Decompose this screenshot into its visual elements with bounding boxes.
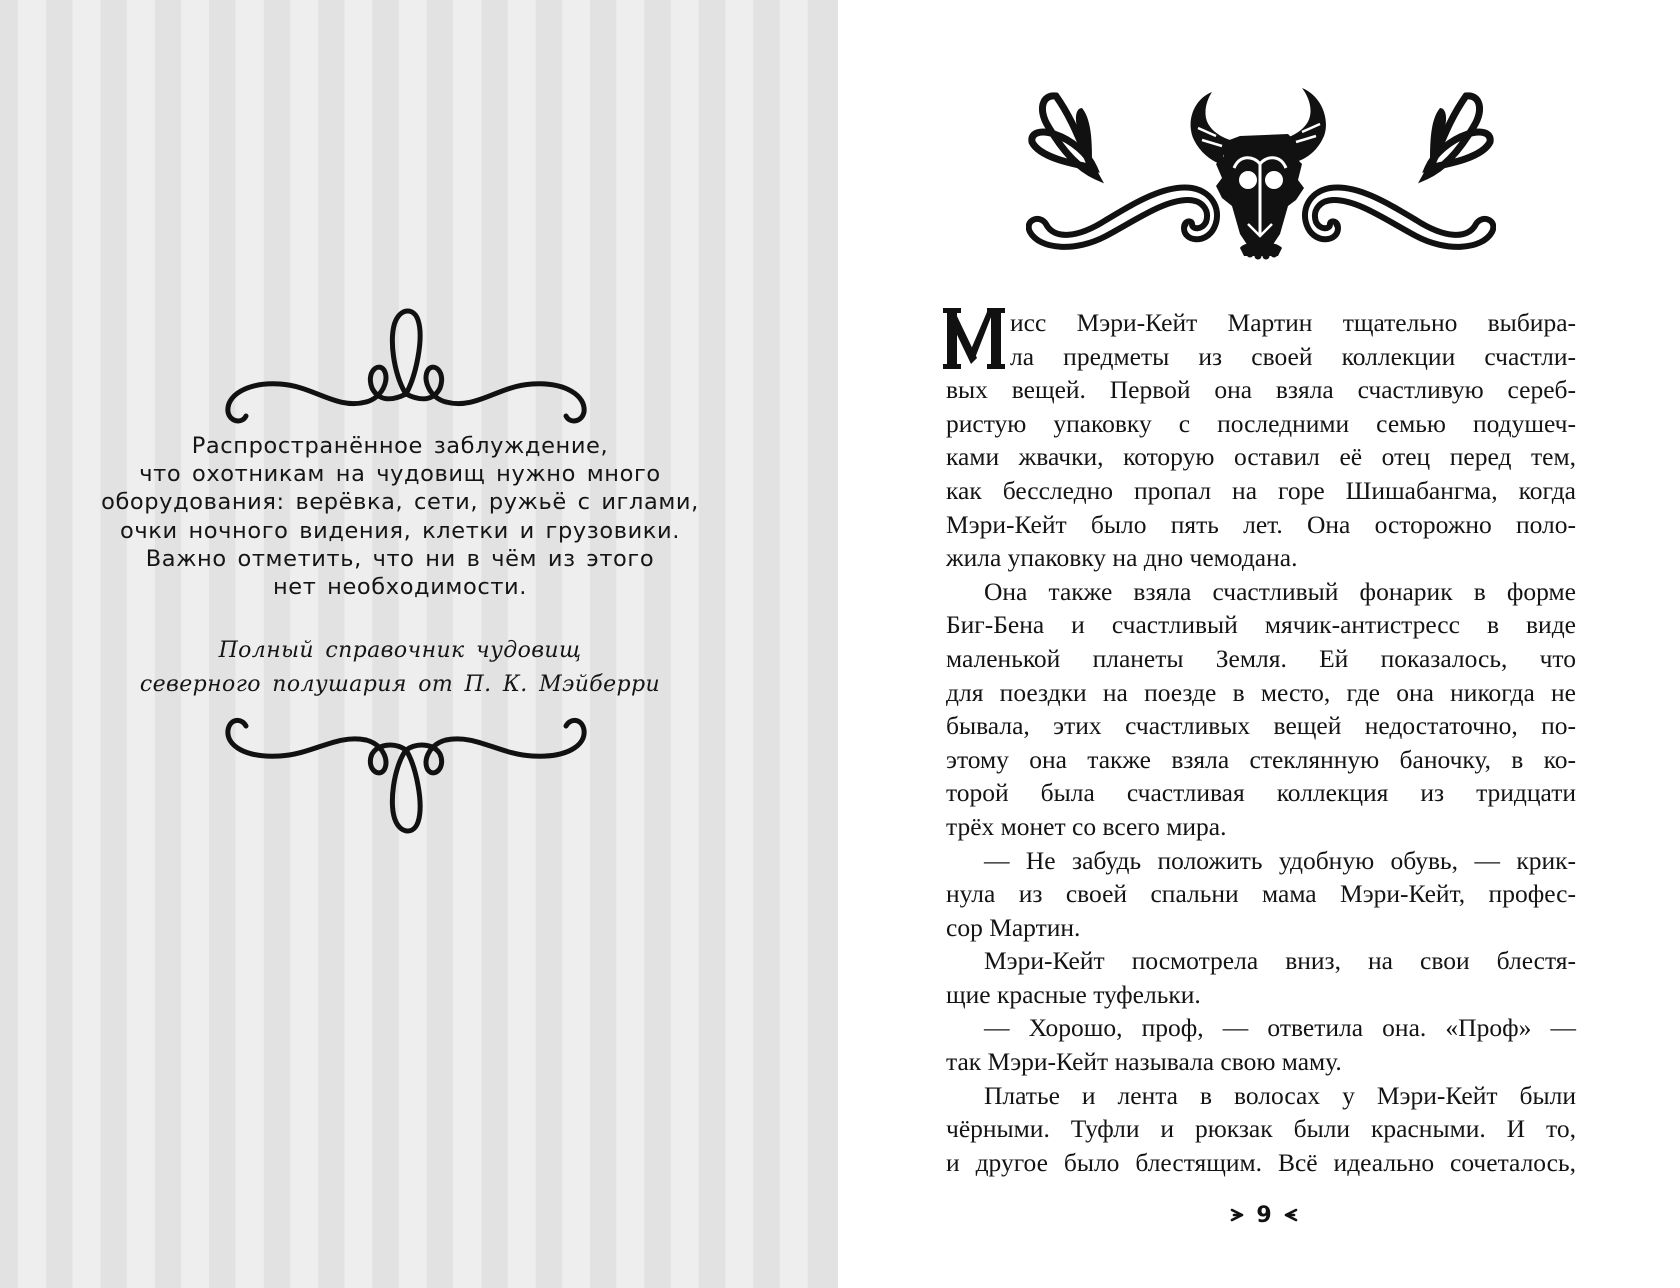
drop-cap-letter-m-icon [943, 308, 1005, 370]
text-line: ристую упаковку с последними семью подушеч- [946, 408, 1576, 438]
text-line: так Мэри-Кейт называла свою маму. [946, 1047, 1342, 1077]
text-line: Мэри-Кейт было пять лет. Она осторожно поло- [946, 509, 1576, 539]
epigraph-attribution [100, 634, 700, 702]
text-line: — Хорошо, проф, — ответила она. «Проф» — [984, 1013, 1576, 1043]
text-line: бывала, этих счастливых вещей недостаточно, по- [946, 711, 1576, 741]
text-line: жила упаковку на дно чемодана. [946, 543, 1298, 573]
text-line: Она также взяла счастливый фонарик в форме [984, 576, 1576, 606]
arrow-right-icon [1230, 1207, 1246, 1223]
epigraph-line: Важно отметить, что ни в чём из этого [145, 545, 655, 572]
text-line: исс Мэри-Кейт Мартин тщательно выбира- [1010, 308, 1576, 337]
text-line: вых вещей. Первой она взяла счастливую сереб- [946, 375, 1576, 405]
epigraph-line: Распространённое заблуждение, [191, 433, 609, 459]
epigraph-line: что охотникам на чудовищ нужно много [139, 461, 661, 488]
epigraph-line: очки ночного видения, клетки и грузовики. [120, 517, 680, 544]
text-line: Платье и лента в волосах у Мэри-Кейт были [984, 1080, 1576, 1110]
attribution-line: Полный справочник чудовищ [218, 638, 582, 663]
bull-skull-ornament-icon [1026, 84, 1496, 262]
text-line: для поездки на поезде в место, где она никогда не [946, 677, 1576, 707]
text-line: Мэри-Кейт посмотрела вниз, на свои блестя- [984, 946, 1576, 976]
text-line: сор Мартин. [946, 912, 1081, 942]
flourish-top-icon [218, 306, 594, 424]
page-number [1224, 1200, 1304, 1230]
right-page-chapter [838, 0, 1680, 1288]
text-line: ла предметы из своей коллекции счастли- [1010, 341, 1576, 371]
text-line: торой была счастливая коллекция из тридцати [946, 778, 1576, 808]
epigraph-line: оборудования: верёвка, сети, ружьё с иглами, [101, 489, 699, 516]
epigraph-line: нет необходимости. [272, 574, 528, 601]
epigraph-quote [100, 432, 700, 601]
text-line: Биг-Бена и счастливый мячик-антистресс в виде [946, 610, 1576, 640]
text-line: и другое было блестящим. Всё идеально сочеталось, [946, 1147, 1576, 1177]
flourish-bottom-icon [218, 716, 594, 836]
left-page-epigraph [0, 0, 838, 1288]
arrow-left-icon [1282, 1207, 1298, 1223]
attribution-line: северного полушария от П. К. Мэйберри [139, 672, 661, 697]
page-number-value: 9 [1256, 1202, 1272, 1228]
chapter-body-text [946, 306, 1576, 1179]
text-line: маленькой планеты Земля. Ей показалось, что [946, 643, 1576, 673]
text-line: нула из своей спальни мама Мэри-Кейт, профес- [946, 879, 1576, 909]
text-line: щие красные туфельки. [946, 979, 1201, 1009]
text-line: ками жвачки, которую оставил её отец перед тем, [946, 442, 1576, 472]
text-line: чёрными. Туфли и рюкзак были красными. И то, [946, 1114, 1576, 1144]
text-line: этому она также взяла стеклянную баночку, в ко- [946, 744, 1576, 774]
text-line: трёх монет со всего мира. [946, 811, 1227, 841]
text-line: — Не забудь положить удобную обувь, — крик- [984, 845, 1576, 875]
text-line: как бесследно пропал на горе Шишабангма, когда [946, 475, 1576, 505]
